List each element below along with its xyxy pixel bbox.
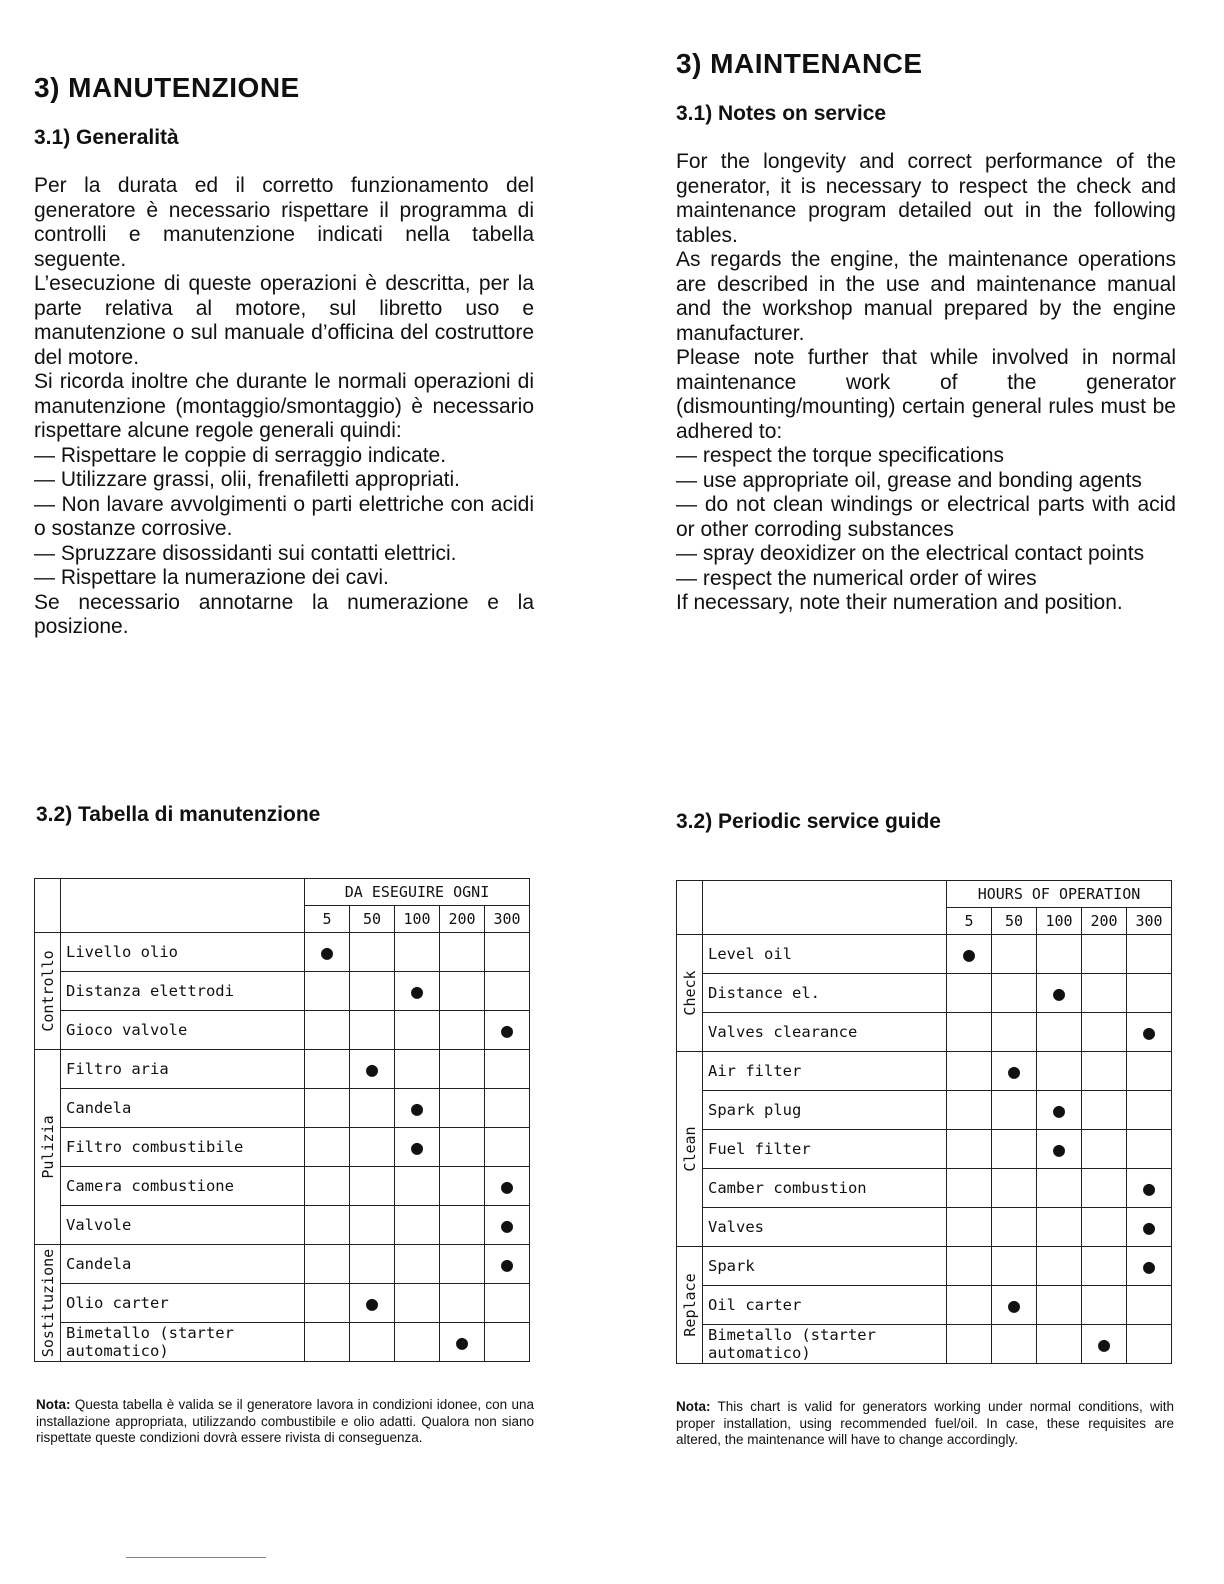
interval-cell <box>350 1128 395 1167</box>
interval-cell <box>947 1052 992 1091</box>
interval-cell <box>1037 1208 1082 1247</box>
interval-cell <box>1082 1286 1127 1325</box>
interval-cell <box>947 1286 992 1325</box>
interval-cell <box>1082 935 1127 974</box>
task-label: Bimetallo (starter automatico) <box>61 1323 305 1362</box>
body-text-en <box>676 150 1176 616</box>
interval-cell <box>1127 1325 1172 1364</box>
interval-cell <box>350 1167 395 1206</box>
interval-cell <box>992 935 1037 974</box>
paragraph: As regards the engine, the maintenance operations are described in the use and maintenance manual and the workshop manual prepared by the engine manufacturer. <box>676 248 1176 345</box>
interval-mark: ● <box>992 1052 1037 1091</box>
task-label: Olio carter <box>61 1284 305 1323</box>
list-item: — Rispettare la numerazione dei cavi. <box>34 566 389 589</box>
interval-mark: ● <box>485 1011 530 1050</box>
interval-mark: ● <box>395 1128 440 1167</box>
interval-mark: ● <box>350 1050 395 1089</box>
interval-cell <box>440 1011 485 1050</box>
table-row <box>35 972 530 1011</box>
interval-cell <box>1127 1052 1172 1091</box>
hours-header-cell: 200 <box>1082 908 1127 935</box>
interval-cell <box>947 1091 992 1130</box>
interval-cell <box>395 933 440 972</box>
interval-mark: ● <box>395 972 440 1011</box>
list-item: — respect the numerical order of wires <box>676 566 1037 590</box>
interval-cell <box>1127 1286 1172 1325</box>
interval-mark: ● <box>485 1206 530 1245</box>
task-label: Filtro combustibile <box>61 1128 305 1167</box>
table-row <box>677 1169 1172 1208</box>
table-row <box>35 933 530 972</box>
interval-mark: ● <box>485 1167 530 1206</box>
group-label-cell <box>677 1247 703 1364</box>
task-label: Filtro aria <box>61 1050 305 1089</box>
interval-cell <box>440 933 485 972</box>
paragraph: Se necessario annotarne la numerazione e la posizione. <box>34 590 534 638</box>
task-label: Candela <box>61 1089 305 1128</box>
table-row <box>677 1130 1172 1169</box>
interval-cell <box>305 1050 350 1089</box>
interval-cell <box>992 1247 1037 1286</box>
interval-mark: ● <box>947 935 992 974</box>
interval-cell <box>305 972 350 1011</box>
paragraph: L’esecuzione di queste operazioni è descritta, per la parte relativa al motore, sul libretto uso e manutenzione o sul manuale d’officina del costruttore del motore. <box>34 272 534 369</box>
table-header-row <box>35 879 530 906</box>
interval-cell <box>1082 1247 1127 1286</box>
interval-cell <box>440 1245 485 1284</box>
list-item: — Rispettare le coppie di serraggio indicate. <box>34 443 447 467</box>
interval-cell <box>1082 1013 1127 1052</box>
interval-cell <box>947 1208 992 1247</box>
interval-mark: ● <box>305 933 350 972</box>
interval-cell <box>485 1050 530 1089</box>
interval-cell <box>395 1245 440 1284</box>
interval-mark: ● <box>1082 1325 1127 1364</box>
interval-cell <box>1037 1286 1082 1325</box>
interval-cell <box>1037 1052 1082 1091</box>
interval-cell <box>1082 1208 1127 1247</box>
interval-cell <box>440 1128 485 1167</box>
interval-cell <box>440 1206 485 1245</box>
interval-cell <box>485 933 530 972</box>
table-row <box>677 935 1172 974</box>
note-en <box>676 1399 1174 1449</box>
group-label-cell <box>677 1052 703 1247</box>
hours-header-cell: 100 <box>1037 908 1082 935</box>
header-blank-cell <box>61 879 305 933</box>
interval-mark: ● <box>485 1245 530 1284</box>
group-label-cell <box>35 1050 61 1245</box>
note-text: Questa tabella è valida se il generatore lavora in condizioni idonee, con una installazione appropriata, utilizzando combustibile e olio adatti. Qualora non siano rispettate queste condizioni dovrà essere rivista di conseguenza. <box>36 1397 534 1445</box>
interval-mark: ● <box>350 1284 395 1323</box>
table-row <box>35 1167 530 1206</box>
table-row <box>677 1013 1172 1052</box>
note-label: Nota: <box>36 1397 71 1412</box>
task-label: Fuel filter <box>703 1130 947 1169</box>
interval-cell <box>395 1167 440 1206</box>
interval-cell <box>395 1206 440 1245</box>
italian-column <box>34 72 534 640</box>
decorative-rule <box>126 1557 266 1558</box>
interval-cell <box>1082 1169 1127 1208</box>
table-header-row <box>677 881 1172 908</box>
table-row <box>35 1050 530 1089</box>
interval-cell <box>992 1169 1037 1208</box>
interval-cell <box>305 1284 350 1323</box>
table-row <box>677 1247 1172 1286</box>
interval-cell <box>947 1169 992 1208</box>
interval-cell <box>305 1128 350 1167</box>
list-item: — respect the torque specifications <box>676 444 1005 467</box>
group-label: Sostituzione <box>38 1248 57 1358</box>
interval-cell <box>350 933 395 972</box>
task-label: Level oil <box>703 935 947 974</box>
task-label: Valvole <box>61 1206 305 1245</box>
list-item: — do not clean windings or electrical parts with acid or other corroding substances <box>676 493 1176 541</box>
interval-cell <box>485 972 530 1011</box>
task-label: Candela <box>61 1245 305 1284</box>
table-row <box>35 1089 530 1128</box>
note-label: Nota: <box>676 1399 711 1414</box>
interval-cell <box>1082 1091 1127 1130</box>
hours-group-header: DA ESEGUIRE OGNI <box>305 879 530 906</box>
note-text: This chart is valid for generators working under normal conditions, with proper installation, using recommended fuel/oil. In case, these requisites are altered, the maintenance will have to change accordingly. <box>676 1399 1174 1447</box>
note-it <box>36 1397 534 1447</box>
task-label: Distanza elettrodi <box>61 972 305 1011</box>
group-label: Controllo <box>38 950 57 1032</box>
interval-mark: ● <box>1127 1169 1172 1208</box>
interval-cell <box>1127 935 1172 974</box>
interval-cell <box>305 1011 350 1050</box>
interval-cell <box>992 1091 1037 1130</box>
task-label: Gioco valvole <box>61 1011 305 1050</box>
interval-cell <box>395 1050 440 1089</box>
paragraph: Si ricorda inoltre che durante le normali operazioni di manutenzione (montaggio/smontaggio) è necessario rispettare alcune regole generali quindi: <box>34 370 534 442</box>
interval-cell <box>947 974 992 1013</box>
interval-mark: ● <box>440 1323 485 1362</box>
group-label-cell <box>35 933 61 1050</box>
task-label: Bimetallo (starter automatico) <box>703 1325 947 1364</box>
interval-cell <box>485 1128 530 1167</box>
subsection-title-en: 3.1) Notes on service <box>676 102 887 125</box>
paragraph: Per la durata ed il corretto funzionamento del generatore è necessario rispettare il programma di controlli e manutenzione indicati nella tabella seguente. <box>34 174 534 271</box>
table-row <box>35 1323 530 1362</box>
table-row <box>35 1284 530 1323</box>
hours-header-cell: 50 <box>350 906 395 933</box>
interval-cell <box>1037 1013 1082 1052</box>
task-label: Valves clearance <box>703 1013 947 1052</box>
interval-cell <box>1037 1169 1082 1208</box>
interval-cell <box>395 1284 440 1323</box>
table-row <box>677 1325 1172 1364</box>
hours-header-cell: 5 <box>947 908 992 935</box>
interval-cell <box>1082 1052 1127 1091</box>
interval-cell <box>305 1323 350 1362</box>
interval-cell <box>485 1284 530 1323</box>
hours-header-cell: 200 <box>440 906 485 933</box>
interval-mark: ● <box>1037 974 1082 1013</box>
task-label: Distance el. <box>703 974 947 1013</box>
task-label: Camber combustion <box>703 1169 947 1208</box>
group-label-cell <box>677 935 703 1052</box>
list-item: — use appropriate oil, grease and bonding agents <box>676 468 1142 492</box>
interval-cell <box>350 1323 395 1362</box>
interval-cell <box>350 1206 395 1245</box>
task-label: Spark plug <box>703 1091 947 1130</box>
table-title-en: 3.2) Periodic service guide <box>676 810 941 833</box>
interval-cell <box>485 1089 530 1128</box>
hours-header-cell: 100 <box>395 906 440 933</box>
interval-mark: ● <box>1127 1208 1172 1247</box>
hours-header-cell: 50 <box>992 908 1037 935</box>
list-item: — Spruzzare disossidanti sui contatti elettrici. <box>34 541 457 565</box>
body-text-it <box>34 174 534 640</box>
task-label: Valves <box>703 1208 947 1247</box>
interval-cell <box>440 1050 485 1089</box>
maintenance-table-it <box>34 878 530 1362</box>
table-row <box>677 1208 1172 1247</box>
header-blank-cell <box>677 881 703 935</box>
task-label: Oil carter <box>703 1286 947 1325</box>
list-item: — Utilizzare grassi, olii, frenafiletti appropriati. <box>34 468 460 491</box>
interval-cell <box>992 1013 1037 1052</box>
interval-cell <box>947 1325 992 1364</box>
interval-cell <box>1127 974 1172 1013</box>
interval-cell <box>1082 1130 1127 1169</box>
table-row <box>35 1206 530 1245</box>
interval-cell <box>1037 1247 1082 1286</box>
interval-cell <box>992 1325 1037 1364</box>
interval-cell <box>992 1130 1037 1169</box>
interval-mark: ● <box>1037 1130 1082 1169</box>
interval-cell <box>395 1011 440 1050</box>
section-title-en: 3) MAINTENANCE <box>676 48 923 79</box>
interval-mark: ● <box>395 1089 440 1128</box>
header-blank-cell <box>703 881 947 935</box>
hours-header-cell: 300 <box>1127 908 1172 935</box>
interval-cell <box>350 1089 395 1128</box>
task-label: Air filter <box>703 1052 947 1091</box>
interval-cell <box>440 1284 485 1323</box>
interval-cell <box>350 1011 395 1050</box>
list-item: — spray deoxidizer on the electrical contact points <box>676 542 1145 565</box>
paragraph: Please note further that while involved in normal maintenance work of the generator (dismounting/mounting) certain general rules must be adhered to: <box>676 346 1176 443</box>
table-row <box>677 1286 1172 1325</box>
task-label: Camera combustione <box>61 1167 305 1206</box>
interval-cell <box>947 1013 992 1052</box>
table-row <box>35 1245 530 1284</box>
interval-mark: ● <box>1127 1247 1172 1286</box>
interval-cell <box>350 1245 395 1284</box>
table-row <box>677 1052 1172 1091</box>
interval-cell <box>992 974 1037 1013</box>
interval-cell <box>1037 935 1082 974</box>
interval-cell <box>947 1130 992 1169</box>
header-blank-cell <box>35 879 61 933</box>
interval-cell <box>1127 1091 1172 1130</box>
group-label: Replace <box>680 1273 699 1337</box>
group-label: Check <box>680 970 699 1016</box>
interval-cell <box>485 1323 530 1362</box>
task-label: Spark <box>703 1247 947 1286</box>
interval-cell <box>992 1208 1037 1247</box>
paragraph: For the longevity and correct performance of the generator, it is necessary to respect the check and maintenance program detailed out in the following tables. <box>676 150 1176 247</box>
hours-header-cell: 5 <box>305 906 350 933</box>
maintenance-table-en <box>676 880 1172 1364</box>
task-label: Livello olio <box>61 933 305 972</box>
interval-cell <box>947 1247 992 1286</box>
interval-cell <box>440 1167 485 1206</box>
table-row <box>35 1128 530 1167</box>
section-title-it: 3) MANUTENZIONE <box>34 72 300 103</box>
table-row <box>677 974 1172 1013</box>
interval-cell <box>350 972 395 1011</box>
table-title-it: 3.2) Tabella di manutenzione <box>36 803 321 826</box>
hours-header-cell: 300 <box>485 906 530 933</box>
hours-group-header: HOURS OF OPERATION <box>947 881 1172 908</box>
group-label-cell <box>35 1245 61 1362</box>
interval-mark: ● <box>1127 1013 1172 1052</box>
interval-cell <box>305 1167 350 1206</box>
english-column <box>676 48 1176 616</box>
interval-cell <box>1082 974 1127 1013</box>
interval-cell <box>1127 1130 1172 1169</box>
interval-mark: ● <box>1037 1091 1082 1130</box>
interval-cell <box>440 972 485 1011</box>
group-label: Pulizia <box>38 1115 57 1179</box>
group-label: Clean <box>680 1126 699 1172</box>
interval-cell <box>305 1245 350 1284</box>
interval-cell <box>440 1089 485 1128</box>
paragraph: If necessary, note their numeration and position. <box>676 591 1123 614</box>
interval-cell <box>395 1323 440 1362</box>
interval-cell <box>305 1089 350 1128</box>
interval-cell <box>305 1206 350 1245</box>
subsection-title-it: 3.1) Generalità <box>34 126 179 149</box>
interval-cell <box>1037 1325 1082 1364</box>
list-item: — Non lavare avvolgimenti o parti elettriche con acidi o sostanze corrosive. <box>34 492 534 540</box>
table-row <box>677 1091 1172 1130</box>
table-row <box>35 1011 530 1050</box>
interval-mark: ● <box>992 1286 1037 1325</box>
